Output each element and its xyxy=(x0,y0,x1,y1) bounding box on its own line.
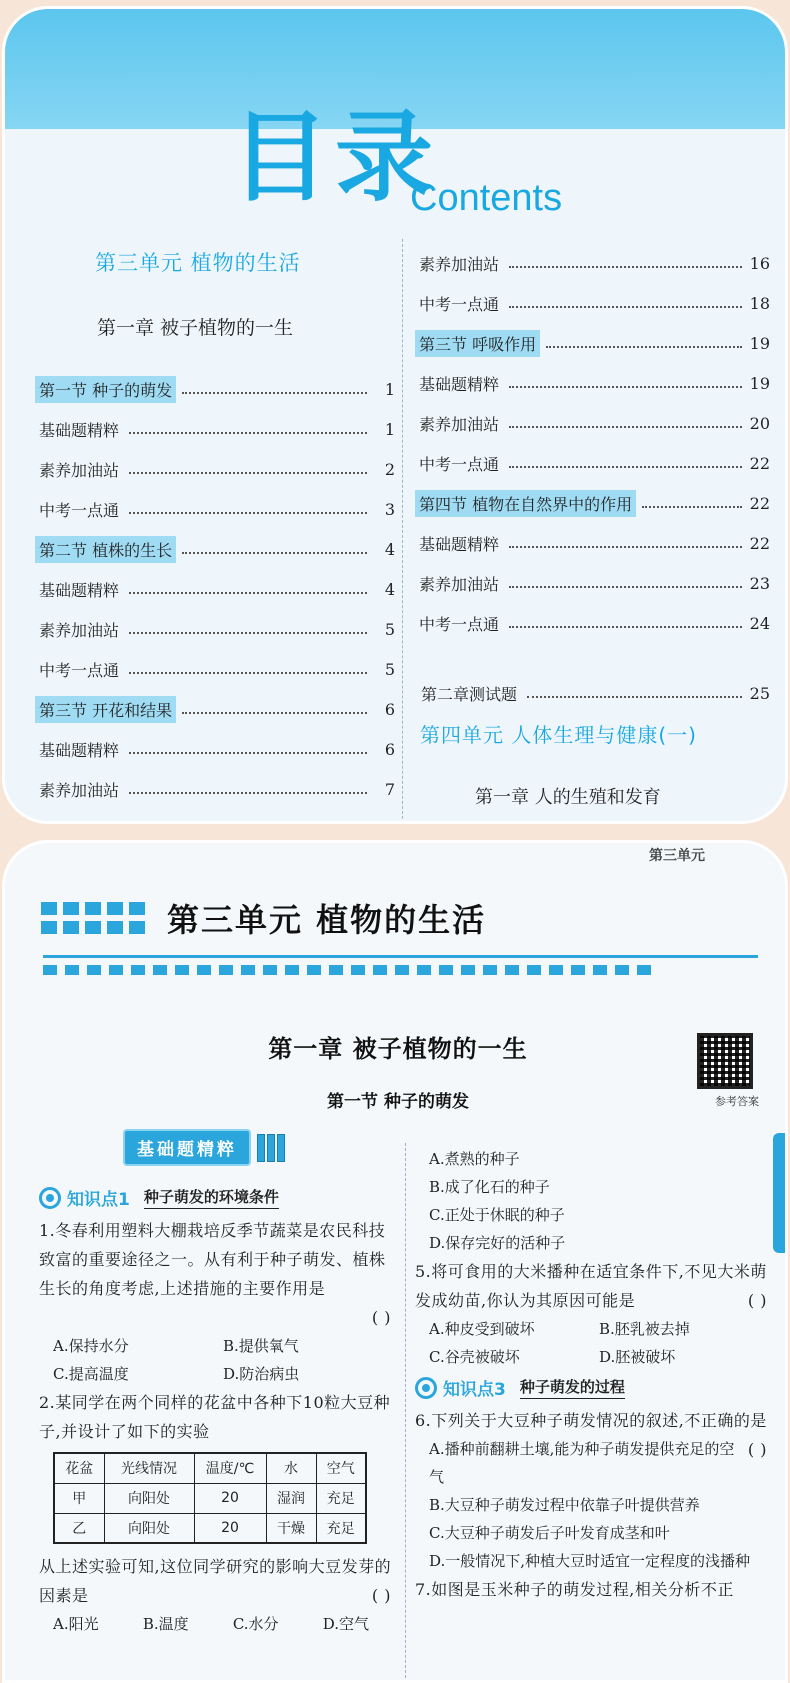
table-header-cell: 光线情况 xyxy=(104,1453,194,1483)
toc-entry-label: 第二章测试题 xyxy=(421,684,518,704)
right-column xyxy=(415,1145,775,1604)
toc-chapter2-heading: 第一章 人的生殖和发育 xyxy=(475,787,661,808)
experiment-table xyxy=(53,1452,367,1544)
decorative-square xyxy=(153,965,167,975)
toc-entry[interactable] xyxy=(415,283,770,323)
decorative-square xyxy=(65,965,79,975)
option[interactable]: B.提供氧气 xyxy=(223,1337,299,1355)
table-cell: 充足 xyxy=(316,1483,366,1513)
toc-left-column xyxy=(35,369,395,809)
decorative-square xyxy=(439,965,453,975)
toc-entry-page: 4 xyxy=(384,539,395,559)
decorative-square xyxy=(461,965,475,975)
question-6-options xyxy=(415,1435,775,1575)
toc-entry-label: 基础题精粹 xyxy=(39,740,120,760)
decorative-square xyxy=(43,965,57,975)
toc-leader-dots xyxy=(182,552,367,554)
qr-code-icon[interactable] xyxy=(697,1033,753,1089)
option[interactable]: B.胚乳被去掉 xyxy=(599,1320,690,1338)
decorative-square xyxy=(241,965,255,975)
toc-unit-heading: 第三单元 植物的生活 xyxy=(95,251,301,275)
toc-entry-page: 3 xyxy=(384,499,395,519)
toc-entry-label: 基础题精粹 xyxy=(419,374,500,394)
toc-entry-page: 6 xyxy=(384,739,395,759)
option[interactable]: C.水分 xyxy=(232,1615,279,1633)
toc-entry-label: 中考一点通 xyxy=(419,454,500,474)
knowledge-point-title: 种子萌发的过程 xyxy=(520,1376,625,1399)
toc-leader-dots xyxy=(546,346,742,348)
toc-entry-label: 中考一点通 xyxy=(419,614,500,634)
table-cell: 干燥 xyxy=(266,1513,316,1543)
decorative-square xyxy=(571,965,585,975)
option[interactable]: D.一般情况下,种植大豆时适宜一定程度的浅播种 xyxy=(429,1552,751,1570)
toc-entry[interactable] xyxy=(35,489,395,529)
option[interactable]: C.正处于休眠的种子 xyxy=(429,1206,565,1224)
badge-label: 基础题精粹 xyxy=(123,1129,251,1166)
toc-leader-dots xyxy=(509,266,742,268)
toc-entry-page: 2 xyxy=(384,459,395,479)
unit-underline xyxy=(43,955,758,958)
table-cell: 充足 xyxy=(316,1513,366,1543)
decorative-square xyxy=(637,965,651,975)
toc-entry-page: 19 xyxy=(749,373,770,393)
table-header-cell: 空气 xyxy=(316,1453,366,1483)
toc-entry-label: 第四节 植物在自然界中的作用 xyxy=(415,490,636,517)
toc-entry-page: 6 xyxy=(384,699,395,719)
table-cell: 甲 xyxy=(54,1483,104,1513)
toc-entry[interactable] xyxy=(415,363,770,403)
decorative-square-row xyxy=(43,965,651,975)
question-text: 从上述实验可知,这位同学研究的影响大豆发芽的因素是 xyxy=(39,1557,392,1605)
left-column xyxy=(39,1181,399,1638)
option[interactable]: B.成了化石的种子 xyxy=(429,1178,550,1196)
toc-entry-page: 22 xyxy=(749,493,770,513)
toc-leader-dots xyxy=(129,752,367,754)
option[interactable]: D.空气 xyxy=(322,1615,369,1633)
toc-section-entry[interactable] xyxy=(415,483,770,523)
knowledge-point-3 xyxy=(415,1375,775,1400)
toc-leader-dots xyxy=(129,472,367,474)
toc-section-entry[interactable] xyxy=(35,689,395,729)
decorative-square xyxy=(351,965,365,975)
toc-entry-label: 第三节 开花和结果 xyxy=(35,696,176,723)
toc-entry[interactable] xyxy=(35,729,395,769)
decorative-square xyxy=(505,965,519,975)
knowledge-point-1 xyxy=(39,1185,399,1210)
option[interactable]: C.谷壳被破坏 xyxy=(429,1348,520,1366)
question-2-options xyxy=(39,1610,399,1638)
option[interactable]: B.温度 xyxy=(142,1615,189,1633)
table-row xyxy=(54,1483,366,1513)
toc-entry-page: 5 xyxy=(384,659,395,679)
toc-entry-page: 4 xyxy=(384,579,395,599)
option[interactable]: A.煮熟的种子 xyxy=(429,1150,520,1168)
toc-entry[interactable] xyxy=(35,649,395,689)
toc-leader-dots xyxy=(129,792,367,794)
toc-leader-dots xyxy=(509,466,742,468)
question-6 xyxy=(415,1406,775,1459)
toc-title-en: Contents xyxy=(410,177,563,219)
toc-leader-dots xyxy=(642,506,742,508)
decorative-square xyxy=(483,965,497,975)
toc-entry[interactable] xyxy=(415,243,770,283)
question-2 xyxy=(39,1388,399,1446)
qr-code-label: 参考答案 xyxy=(715,1095,759,1108)
table-cell: 向阳处 xyxy=(104,1483,194,1513)
toc-entry-page: 22 xyxy=(749,533,770,553)
toc-chapter-test[interactable] xyxy=(417,673,770,713)
toc-entry[interactable] xyxy=(35,409,395,449)
toc-entry-page: 5 xyxy=(384,619,395,639)
question-7 xyxy=(415,1575,775,1604)
decorative-square xyxy=(615,965,629,975)
toc-entry-page: 24 xyxy=(749,613,770,633)
toc-leader-dots xyxy=(527,696,742,698)
toc-entry-label: 素养加油站 xyxy=(39,780,120,800)
toc-right-column xyxy=(415,243,770,643)
option[interactable]: D.防治病虫 xyxy=(223,1365,300,1383)
toc-leader-dots xyxy=(182,392,367,394)
section-badge xyxy=(123,1129,285,1166)
decorative-square xyxy=(197,965,211,975)
toc-entry[interactable] xyxy=(35,609,395,649)
toc-leader-dots xyxy=(509,306,742,308)
decorative-square xyxy=(219,965,233,975)
option[interactable]: C.大豆种子萌发后子叶发育成茎和叶 xyxy=(429,1524,670,1542)
section-heading: 第一节 种子的萌发 xyxy=(327,1092,469,1112)
toc-leader-dots xyxy=(129,512,367,514)
toc-leader-dots xyxy=(509,586,742,588)
knowledge-point-title: 种子萌发的环境条件 xyxy=(144,1186,279,1209)
chapter-heading: 第一章 被子植物的一生 xyxy=(268,1035,528,1063)
answer-bracket[interactable]: ( ) xyxy=(371,1308,391,1327)
table-cell: 乙 xyxy=(54,1513,104,1543)
table-header-row xyxy=(54,1453,366,1483)
toc-entry[interactable] xyxy=(35,769,395,809)
decorative-square xyxy=(527,965,541,975)
decorative-square xyxy=(263,965,277,975)
decorative-squares-icon xyxy=(41,902,145,934)
toc-leader-dots xyxy=(129,592,367,594)
decorative-square xyxy=(131,965,145,975)
unit-heading: 第三单元 植物的生活 xyxy=(167,901,487,939)
toc-entry-label: 第二节 植株的生长 xyxy=(35,536,176,563)
toc-entry-label: 基础题精粹 xyxy=(39,580,120,600)
decorative-square xyxy=(417,965,431,975)
question-text: 5.将可食用的大米播种在适宜条件下,不见大米萌发成幼苗,你认为其原因可能是 xyxy=(415,1262,767,1310)
toc-entry-page: 25 xyxy=(749,683,770,703)
table-row xyxy=(54,1513,366,1543)
decorative-square xyxy=(593,965,607,975)
table-header-cell: 水 xyxy=(266,1453,316,1483)
question-text: 6.下列关于大豆种子萌发情况的叙述,不正确的是 xyxy=(415,1411,767,1430)
toc-entry-label: 素养加油站 xyxy=(419,414,500,434)
knowledge-point-number: 知识点1 xyxy=(67,1190,130,1210)
toc-entry-page: 1 xyxy=(384,419,395,439)
question-text: 1.冬春利用塑料大棚栽培反季节蔬菜是农民科技致富的重要途径之一。从有利于种子萌发、植株生长的角度考虑,上述措施的主要作用是 xyxy=(39,1221,386,1298)
toc-entry-page: 7 xyxy=(384,779,395,799)
toc-leader-dots xyxy=(509,546,742,548)
decorative-square xyxy=(329,965,343,975)
toc-entry-label: 中考一点通 xyxy=(419,294,500,314)
toc-entry-label: 第一节 种子的萌发 xyxy=(35,376,176,403)
table-header-cell: 温度/℃ xyxy=(194,1453,266,1483)
toc-entry-page: 23 xyxy=(749,573,770,593)
knowledge-point-number: 知识点3 xyxy=(443,1380,506,1400)
toc-entry-label: 中考一点通 xyxy=(39,660,120,680)
toc-title: 目录 xyxy=(231,101,440,215)
answer-bracket[interactable]: ( ) xyxy=(371,1586,391,1605)
question-text: 7.如图是玉米种子的萌发过程,相关分析不正 xyxy=(415,1580,734,1599)
toc-leader-dots xyxy=(129,632,367,634)
decorative-square xyxy=(175,965,189,975)
table-cell: 向阳处 xyxy=(104,1513,194,1543)
toc-entry-page: 1 xyxy=(384,379,395,399)
question-4-options xyxy=(415,1145,775,1257)
toc-entry-label: 素养加油站 xyxy=(39,620,120,640)
question-2-prompt xyxy=(39,1552,399,1610)
toc-section-entry[interactable] xyxy=(35,529,395,569)
content-page-card xyxy=(2,840,788,1683)
toc-entry-page: 19 xyxy=(749,333,770,353)
target-icon xyxy=(415,1377,437,1399)
toc-column-divider xyxy=(402,239,403,824)
books-icon xyxy=(257,1134,285,1162)
toc-entry[interactable] xyxy=(415,563,770,603)
decorative-square xyxy=(373,965,387,975)
question-1-options xyxy=(39,1332,399,1388)
toc-leader-dots xyxy=(509,426,742,428)
option[interactable]: C.提高温度 xyxy=(53,1365,129,1383)
toc-entry-label: 中考一点通 xyxy=(39,500,120,520)
option[interactable]: D.保存完好的活种子 xyxy=(429,1234,566,1252)
question-5-options xyxy=(415,1315,775,1371)
question-1 xyxy=(39,1216,399,1332)
table-cell: 20 xyxy=(194,1483,266,1513)
target-icon xyxy=(39,1187,61,1209)
answer-bracket[interactable]: ( ) xyxy=(747,1291,767,1310)
toc-entry[interactable] xyxy=(35,449,395,489)
toc-entry-label: 第三节 呼吸作用 xyxy=(415,330,540,357)
toc-entry-page: 16 xyxy=(749,253,770,273)
decorative-square xyxy=(109,965,123,975)
decorative-square xyxy=(395,965,409,975)
toc-entry[interactable] xyxy=(415,523,770,563)
toc-entry-label: 素养加油站 xyxy=(419,574,500,594)
table-cell: 20 xyxy=(194,1513,266,1543)
toc-unit2-heading: 第四单元 人体生理与健康(一) xyxy=(420,723,697,747)
toc-leader-dots xyxy=(182,712,367,714)
running-header: 第三单元 xyxy=(649,848,705,864)
toc-section-entry[interactable] xyxy=(35,369,395,409)
table-header-cell: 花盆 xyxy=(54,1453,104,1483)
toc-chapter-heading: 第一章 被子植物的一生 xyxy=(97,317,294,339)
option[interactable]: D.胚被破坏 xyxy=(599,1348,676,1366)
toc-entry-label: 素养加油站 xyxy=(39,460,120,480)
toc-entry-label: 素养加油站 xyxy=(419,254,500,274)
option[interactable]: A.阳光 xyxy=(53,1615,99,1633)
option[interactable]: A.播种前翻耕土壤,能为种子萌发提供充足的空气 xyxy=(429,1440,735,1486)
toc-entry-page: 18 xyxy=(749,293,770,313)
toc-entry[interactable] xyxy=(415,443,770,483)
toc-entry-page: 22 xyxy=(749,453,770,473)
option[interactable]: A.种皮受到破坏 xyxy=(429,1320,535,1338)
toc-section-entry[interactable] xyxy=(415,323,770,363)
decorative-square xyxy=(285,965,299,975)
toc-leader-dots xyxy=(129,432,367,434)
decorative-square xyxy=(87,965,101,975)
toc-entry-page: 20 xyxy=(749,413,770,433)
answer-bracket[interactable]: ( ) xyxy=(747,1440,767,1459)
unit-banner xyxy=(41,895,486,941)
decorative-square xyxy=(549,965,563,975)
toc-entry[interactable] xyxy=(415,603,770,643)
toc-entry-label: 基础题精粹 xyxy=(39,420,120,440)
toc-leader-dots xyxy=(509,386,742,388)
toc-leader-dots xyxy=(129,672,367,674)
table-cell: 湿润 xyxy=(266,1483,316,1513)
toc-leader-dots xyxy=(509,626,742,628)
option[interactable]: B.大豆种子萌发过程中依靠子叶提供营养 xyxy=(429,1496,700,1514)
option[interactable]: A.保持水分 xyxy=(53,1337,129,1355)
toc-card xyxy=(2,6,788,824)
column-divider xyxy=(405,1143,406,1683)
question-5 xyxy=(415,1257,775,1315)
toc-entry[interactable] xyxy=(35,569,395,609)
question-text: 2.某同学在两个同样的花盆中各种下10粒大豆种子,并设计了如下的实验 xyxy=(39,1393,391,1441)
toc-entry[interactable] xyxy=(415,403,770,443)
toc-entry-label: 基础题精粹 xyxy=(419,534,500,554)
decorative-square xyxy=(307,965,321,975)
